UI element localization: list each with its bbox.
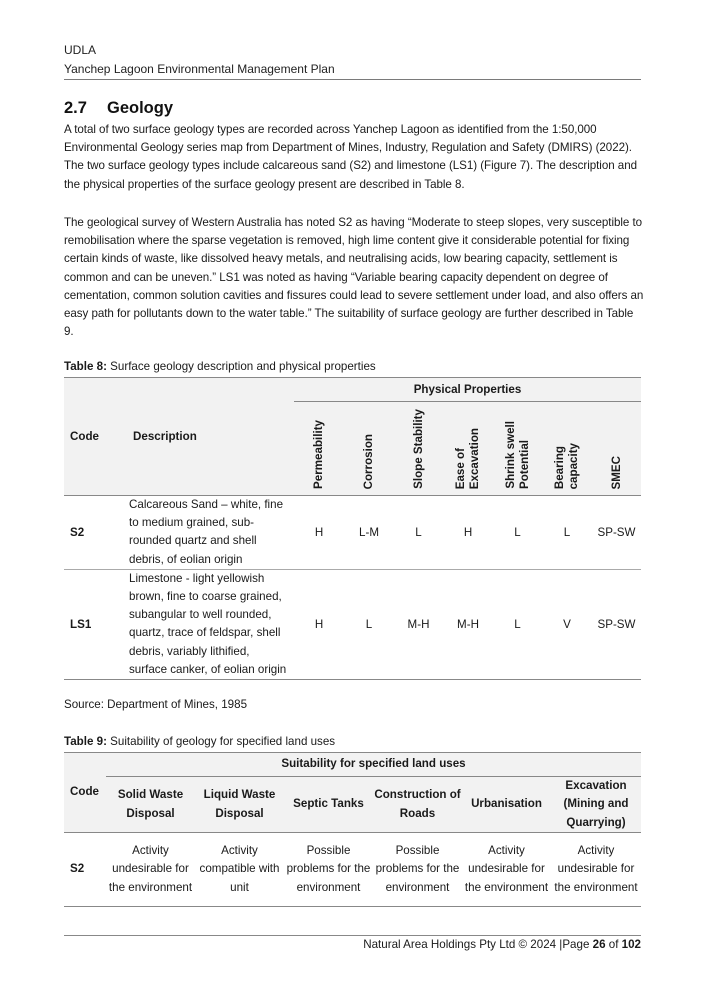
row-description: Limestone - light yellowish brown, fine to coarse grained, subangular to well rounded, quartz, trace of feldspar, shell debris, variably lithified, surface canker, of eolian origin (127, 569, 294, 679)
cell-permeability: H (294, 569, 344, 679)
cell-corrosion: L-M (344, 496, 394, 570)
table8-row (64, 496, 641, 570)
table8-source: Source: Department of Mines, 1985 (64, 698, 248, 711)
table8-header-smec: SMEC (592, 402, 641, 496)
table9-caption-label: Table 9: (64, 735, 107, 748)
table9-header-roads: Construction of Roads (373, 777, 462, 833)
table8-header-description: Description (127, 378, 294, 496)
table8-header-slope-stability: Slope Stability (394, 402, 443, 496)
paragraph-intro: A total of two surface geology types are recorded across Yanchep Lagoon as identified from the 1:50,000 Environmental Geology series map from Department of Mines, Industry, Regulation and Safety (DMIRS) (2022). The two surface geology types include calcareous sand (S2) and limestone (LS1) (Figure 7). The description and the physical properties of the surface geology present are described in Table 8. (64, 123, 637, 191)
cell-ease-of-excavation: M-H (443, 569, 493, 679)
section-heading (64, 99, 173, 118)
row-code: LS1 (64, 569, 127, 679)
paragraph-survey: The geological survey of Western Australia has noted S2 as having “Moderate to steep slopes, very susceptible to remobilisation where the sparse vegetation is removed, high lime content give it considerable potential for fixing certain kinds of waste, like dissolved heavy metals, and neutralising acids, low bearing capacity, settlement is common and can be uneven.” LS1 was noted as having “Variable bearing capacity dependent on degree of cementation, common solution cavities and fissures could lead to severe settlement under load, and also offers an easy path for pollutants down to the water table.” The suitability of surface geology are further described in Table 9. (64, 216, 644, 339)
cell-shrink-swell: L (493, 496, 542, 570)
cell-bearing-capacity: L (542, 496, 592, 570)
cell-solid-waste: Activity undesirable for the environment (106, 833, 195, 907)
cell-urbanisation: Activity undesirable for the environment (462, 833, 551, 907)
table8-header-permeability: Permeability (294, 402, 344, 496)
footer-page-total: 102 (621, 938, 641, 951)
table9-header-solid-waste: Solid Waste Disposal (106, 777, 195, 833)
cell-roads: Possible problems for the environment (373, 833, 462, 907)
table8-header-corrosion: Corrosion (344, 402, 394, 496)
header-divider (64, 79, 641, 80)
footer-page-current: 26 (592, 938, 606, 951)
cell-ease-of-excavation: H (443, 496, 493, 570)
row-code: S2 (64, 496, 127, 570)
table8-surface-geology (64, 377, 641, 680)
table8-header-ease-of-excavation: Ease of Excavation (443, 402, 493, 496)
page-header (64, 41, 641, 79)
table9-caption-text: Suitability of geology for specified land uses (106, 735, 336, 748)
page-footer (363, 938, 641, 951)
header-doc-title: Yanchep Lagoon Environmental Management Plan (64, 62, 335, 76)
table9-header-septic-tanks: Septic Tanks (284, 777, 373, 833)
header-org: UDLA (64, 43, 97, 57)
table8-header-physical-properties: Physical Properties (294, 378, 641, 402)
table9-header-suitability: Suitability for specified land uses (106, 753, 641, 777)
table8-header-shrink-swell: Shrink swell Potential (493, 402, 542, 496)
footer-of: of (605, 938, 622, 951)
cell-bearing-capacity: V (542, 569, 592, 679)
section-number: 2.7 (64, 99, 87, 117)
cell-shrink-swell: L (493, 569, 542, 679)
table9-land-use-suitability (64, 752, 641, 907)
row-code: S2 (64, 833, 106, 907)
table8-caption-text: Surface geology description and physical properties (106, 360, 376, 373)
table8-header-code: Code (64, 378, 127, 496)
table9-header-excavation: Excavation (Mining and Quarrying) (551, 777, 641, 833)
row-description: Calcareous Sand – white, fine to medium grained, sub-rounded quartz and shell debris, of eolian origin (127, 496, 294, 570)
table8-caption-label: Table 8: (64, 360, 107, 373)
table9-row (64, 833, 641, 907)
table8-header-bearing-capacity: Bearing capacity (542, 402, 592, 496)
table8-caption (64, 360, 376, 373)
section-title: Geology (107, 99, 174, 117)
cell-permeability: H (294, 496, 344, 570)
cell-slope-stability: L (394, 496, 443, 570)
cell-slope-stability: M-H (394, 569, 443, 679)
footer-copyright: Natural Area Holdings Pty Ltd © 2024 |Page (363, 938, 593, 951)
cell-excavation: Activity undesirable for the environment (551, 833, 641, 907)
cell-liquid-waste: Activity compatible with unit (195, 833, 284, 907)
footer-divider (64, 935, 641, 936)
cell-smec: SP-SW (592, 496, 641, 570)
cell-corrosion: L (344, 569, 394, 679)
cell-septic-tanks: Possible problems for the environment (284, 833, 373, 907)
cell-smec: SP-SW (592, 569, 641, 679)
table9-header-liquid-waste: Liquid Waste Disposal (195, 777, 284, 833)
table9-header-code: Code (64, 753, 106, 833)
table9-header-urbanisation: Urbanisation (462, 777, 551, 833)
table8-row (64, 569, 641, 679)
table9-caption (64, 735, 335, 748)
